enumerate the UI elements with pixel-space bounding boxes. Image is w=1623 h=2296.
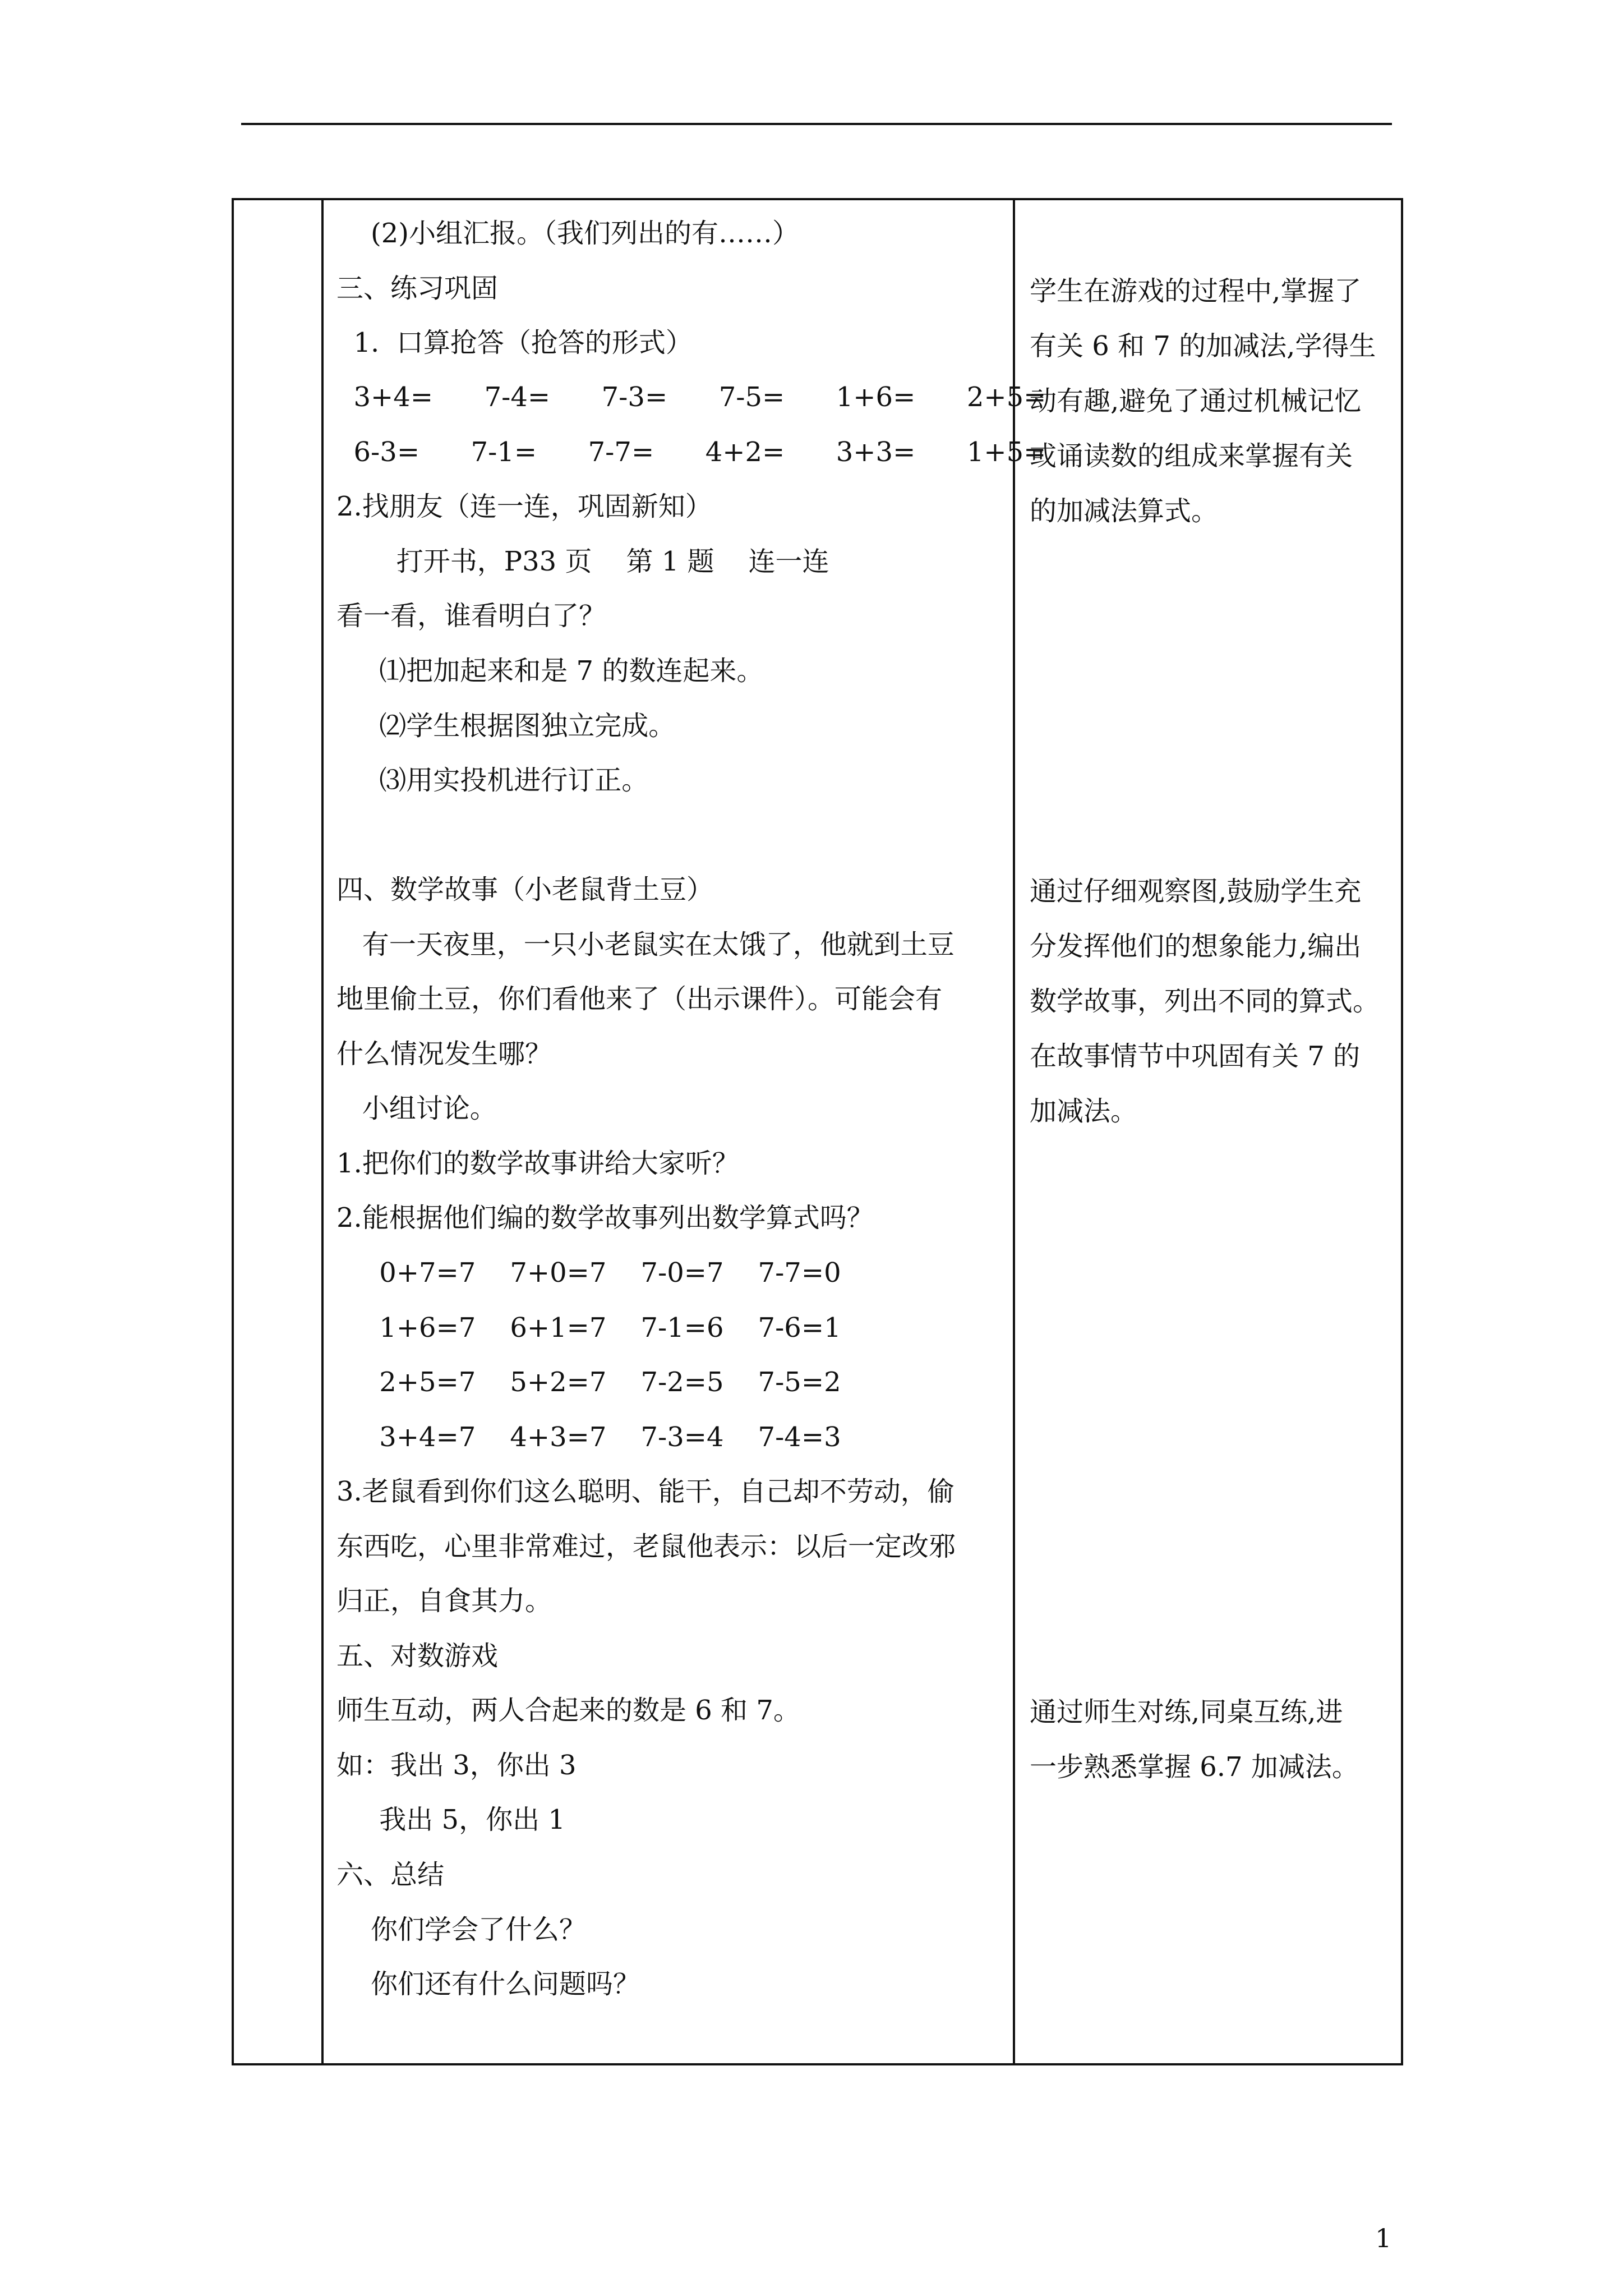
note-line: 的加减法算式。: [1030, 495, 1219, 527]
note-line: 一步熟悉掌握 6.7 加减法。: [1030, 1751, 1359, 1783]
equation-row: 3+4= 7-4= 7-3= 7-5= 1+6= 2+5=: [336, 381, 1046, 413]
content-line: 如：我出 3，你出 3: [336, 1750, 577, 1781]
design-note: [1030, 264, 1394, 539]
content-line: 你们学会了什么？: [336, 1914, 587, 1945]
column-divider-left: [321, 200, 324, 2063]
page-number: 1: [1375, 2223, 1392, 2253]
note-line: 通过仔细观察图,鼓励学生充: [1030, 876, 1362, 907]
equation-row: 6-3= 7-1= 7-7= 4+2= 3+3= 1+5=: [336, 436, 1046, 468]
content-line: 1. 口算抢答（抢答的形式）: [336, 327, 693, 358]
section-heading: 三、练习巩固: [336, 273, 499, 304]
content-line: 3.老鼠看到你们这么聪明、能干，自己却不劳动，偷: [336, 1476, 955, 1507]
content-line: 我出 5，你出 1: [336, 1804, 565, 1835]
note-line: 学生在游戏的过程中,掌握了: [1030, 275, 1362, 307]
equation-row: 1+6=7 6+1=7 7-1=6 7-6=1: [336, 1312, 841, 1343]
content-line: 2.找朋友（连一连，巩固新知）: [336, 491, 712, 522]
header-rule: [241, 123, 1392, 125]
content-line: 师生互动，两人合起来的数是 6 和 7。: [336, 1695, 800, 1726]
equation-row: 3+4=7 4+3=7 7-3=4 7-4=3: [336, 1421, 841, 1453]
content-line: 1.把你们的数学故事讲给大家听？: [336, 1148, 739, 1179]
note-line: 数学故事，列出不同的算式。: [1030, 986, 1380, 1017]
section-heading: 五、对数游戏: [336, 1640, 499, 1672]
content-line: 你们还有什么问题吗？: [336, 1968, 640, 2000]
note-line: 动有趣,避免了通过机械记忆: [1030, 385, 1362, 417]
content-line: 地里偷土豆，你们看他来了（出示课件）。可能会有: [336, 983, 943, 1015]
content-line: 打开书，P33 页 第 1 题 连一连: [336, 546, 829, 577]
section-heading: 四、数学故事（小老鼠背土豆）: [336, 874, 714, 905]
note-line: 分发挥他们的想象能力,编出: [1030, 931, 1362, 962]
note-line: 或诵读数的组成来掌握有关: [1030, 440, 1353, 472]
note-line: 通过师生对练,同桌互练,进: [1030, 1696, 1343, 1728]
note-line: 有关 6 和 7 的加减法,学得生: [1030, 330, 1376, 362]
content-line: 看一看，谁看明白了？: [336, 600, 606, 632]
content-line: ⑵学生根据图独立完成。: [336, 710, 676, 742]
content-line: ⑶用实投机进行订正。: [336, 765, 649, 796]
section-heading: 六、总结: [336, 1859, 445, 1890]
content-line: (2)小组汇报。（我们列出的有……）: [336, 218, 800, 249]
design-note: [1030, 1685, 1394, 1795]
design-note: [1030, 864, 1394, 1139]
equation-row: 2+5=7 5+2=7 7-2=5 7-5=2: [336, 1366, 841, 1398]
equation-row: 0+7=7 7+0=7 7-0=7 7-7=0: [336, 1257, 841, 1289]
content-line: 有一天夜里，一只小老鼠实在太饿了，他就到土豆: [336, 929, 955, 960]
note-line: 加减法。: [1030, 1096, 1138, 1127]
note-line: 在故事情节中巩固有关 7 的: [1030, 1041, 1361, 1072]
content-line: 东西吃，心里非常难过，老鼠他表示：以后一定改邪: [336, 1531, 956, 1562]
content-line: 小组讨论。: [336, 1093, 497, 1124]
content-line: 归正，自食其力。: [336, 1585, 552, 1617]
column-divider-right: [1013, 200, 1015, 2063]
content-line: 什么情况发生哪？: [336, 1038, 552, 1070]
content-line: 2.能根据他们编的数学故事列出数学算式吗？: [336, 1202, 874, 1234]
content-line: ⑴把加起来和是 7 的数连起来。: [336, 655, 764, 687]
